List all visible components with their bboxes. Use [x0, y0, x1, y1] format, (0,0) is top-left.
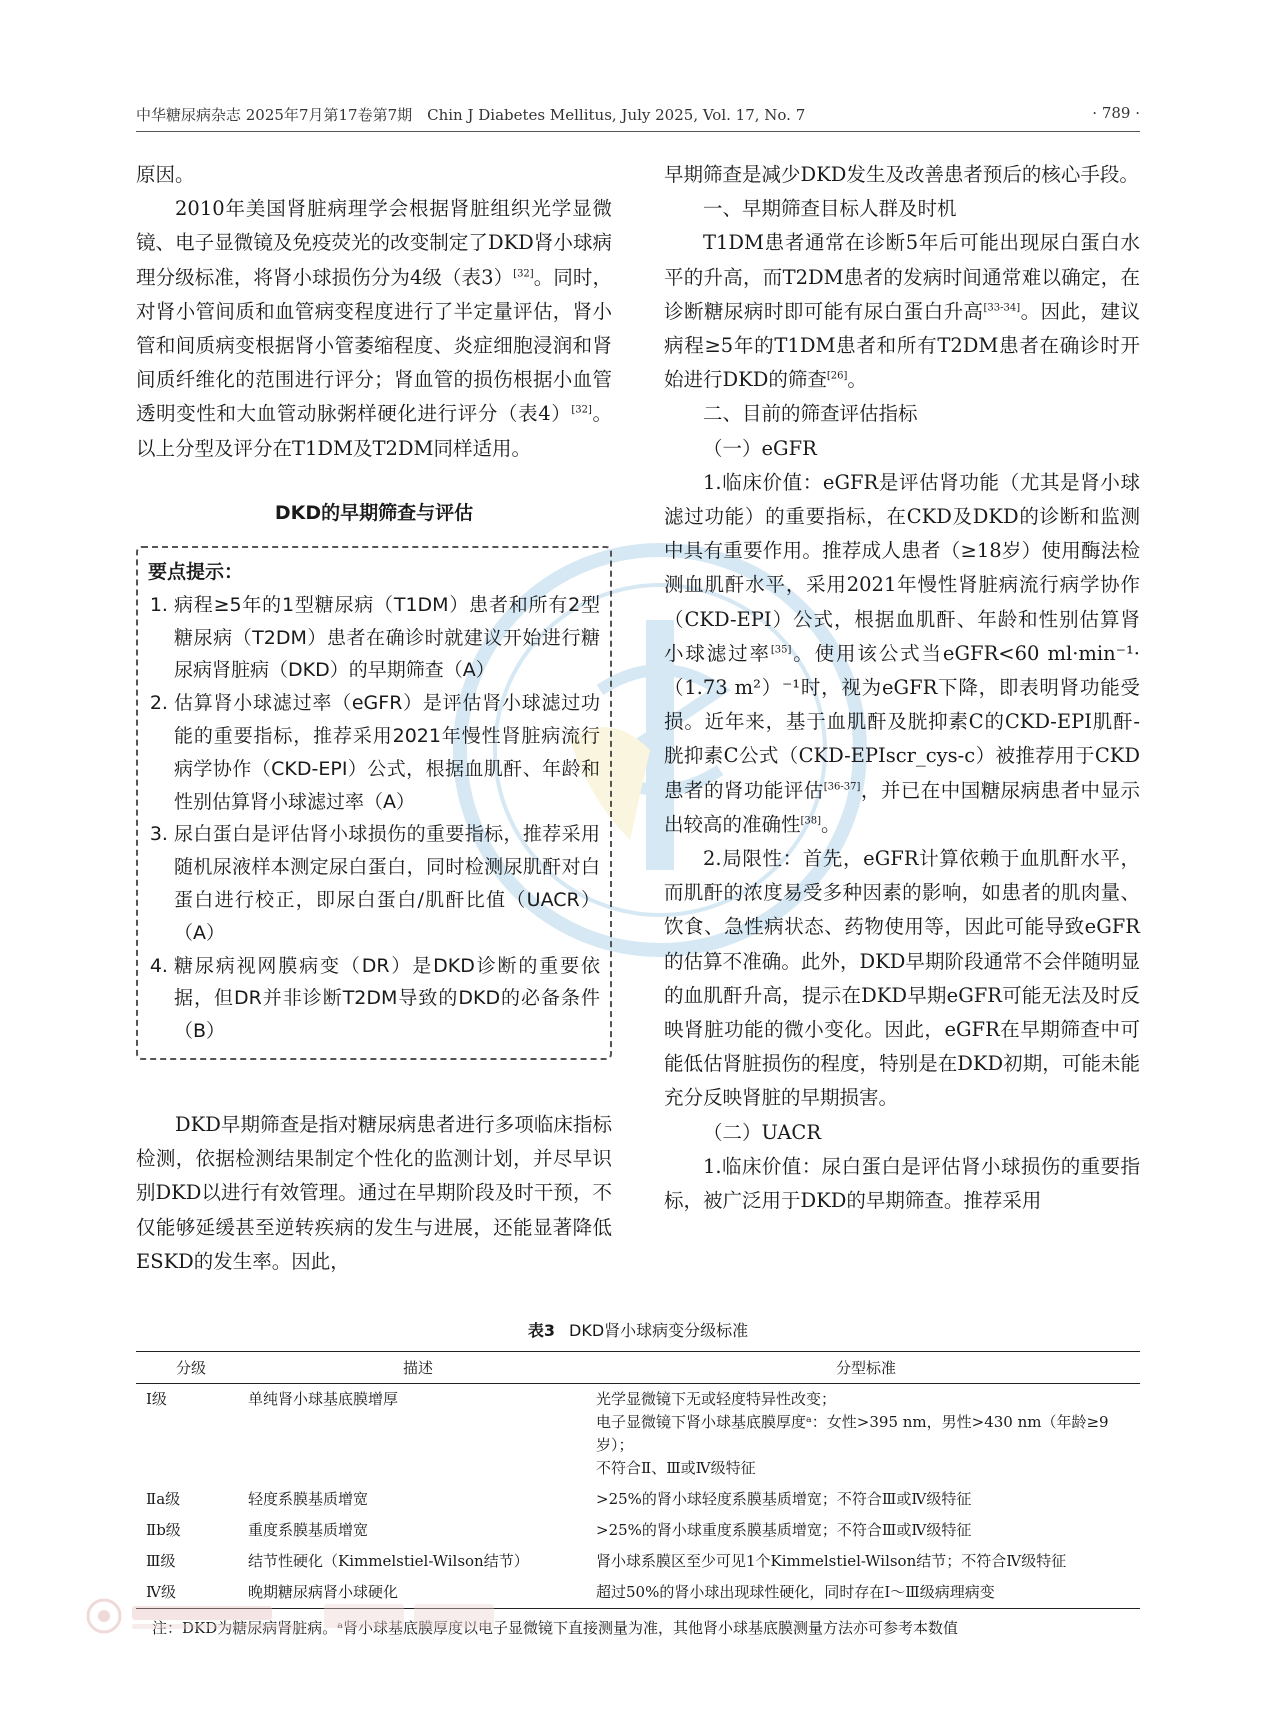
- column-header: 分型标准: [592, 1352, 1140, 1384]
- paragraph: 2.局限性：首先，eGFR计算依赖于血肌酐水平，而肌酐的浓度易受多种因素的影响，如患者的肌肉量、饮食、急性病状态、药物使用等，因此可能导致eGFR的估算不准确。此外，DKD早期阶段通常不会伴随明显的血肌酐升高，提示在DKD早期eGFR可能无法及时反映肾脏功能的微小变化。因此，eGFR在早期筛查中可能低估肾脏损伤的程度，特别是在DKD初期，可能未能充分反映肾脏的早期损害。: [664, 847, 1140, 1110]
- table-row: Ⅲ级 结节性硬化（Kimmelstiel-Wilson结节） 肾小球系膜区至少可见1个Kimmelstiel-Wilson结节；不符合Ⅳ级特征: [146, 1552, 1067, 1570]
- table-number: 表3: [527, 1321, 555, 1340]
- grading-table: [136, 1351, 1140, 1609]
- subsection-heading: 二、目前的筛查评估指标: [703, 402, 918, 426]
- paragraph: 1.临床价值：eGFR是评估肾功能（尤其是肾小球滤过功能）的重要指标，在CKD及DKD的诊断和监测中具有重要作用。推荐成人患者（≥18岁）使用酶法检测血肌酐水平，采用2021年慢性肾脏病流行病学协作（CKD-EPI）公式，根据血肌酐、年龄和性别估算肾小球滤过率[35]。使用该公式当eGFR<60 ml·min⁻¹·（1.73 m²）⁻¹时，视为eGFR下降，即表明肾功能受损。近年来，基于血肌酐及胱抑素C的CKD-EPI肌酐-胱抑素C公式（CKD-EPIscr_cys-c）被推荐用于CKD患者的肾功能评估[36-37]，并已在中国糖尿病患者中显示出较高的准确性[38]。: [664, 470, 1140, 836]
- key-point: 4. 糖尿病视网膜病变（DR）是DKD诊断的重要依据，但DR并非诊断T2DM导致的DKD的必备条件（B）: [174, 950, 600, 1048]
- key-point: 2. 估算肾小球滤过率（eGFR）是评估肾小球滤过功能的重要指标，推荐采用2021年慢性肾脏病流行病学协作（CKD-EPI）公式，根据血肌酐、年龄和性别估算肾小球滤过率（A）: [174, 687, 600, 818]
- citation: [33-34]: [983, 302, 1021, 314]
- paragraph: 原因。: [136, 163, 195, 186]
- left-column: [136, 158, 612, 1279]
- paragraph: T1DM患者通常在诊断5年后可能出现尿白蛋白水平的升高，而T2DM患者的发病时间通常难以确定，在诊断糖尿病时即可能有尿白蛋白升高[33-34]。因此，建议病程≥5年的T1DM患者和所有T2DM患者在确诊时开始进行DKD的筛查[26]。: [664, 231, 1140, 392]
- table-row: Ⅱb级 重度系膜基质增宽 >25%的肾小球重度系膜基质增宽；不符合Ⅲ或Ⅳ级特征: [146, 1521, 972, 1539]
- key-points-box: [136, 546, 612, 1060]
- key-point: 1. 病程≥5年的1型糖尿病（T1DM）患者和所有2型糖尿病（T2DM）患者在确诊时就建议开始进行糖尿病肾脏病（DKD）的早期筛查（A）: [174, 589, 600, 687]
- table-row: Ⅱa级 轻度系膜基质增宽 >25%的肾小球轻度系膜基质增宽；不符合Ⅲ或Ⅳ级特征: [146, 1490, 972, 1508]
- citation: [32]: [571, 404, 592, 416]
- page-number: · 789 ·: [1092, 104, 1140, 122]
- paragraph: 早期筛查是减少DKD发生及改善患者预后的核心手段。: [664, 163, 1139, 186]
- paragraph: DKD早期筛查是指对糖尿病患者进行多项临床指标检测，依据检测结果制定个性化的监测计划，并尽早识别DKD以进行有效管理。通过在早期阶段及时干预，不仅能够延缓甚至逆转疾病的发生与进展，还能显著降低ESKD的发生率。因此，: [136, 1112, 612, 1273]
- subsection-heading: 一、早期筛查目标人群及时机: [703, 197, 957, 221]
- table-footnote: 注：DKD为糖尿病肾脏病。ᵃ肾小球基底膜厚度以电子显微镜下直接测量为准，其他肾小球基底膜测量方法亦可参考本数值: [152, 1619, 959, 1637]
- right-column: [664, 158, 1140, 1218]
- paragraph: 2010年美国肾脏病理学会根据肾脏组织光学显微镜、电子显微镜及免疫荧光的改变制定了DKD肾小球病理分级标准，将肾小球损伤分为4级（表3）[32]。同时，对肾小管间质和血管病变程度进行了半定量评估，肾小管和间质病变根据肾小管萎缩程度、炎症细胞浸润和肾间质纤维化的范围进行评分；肾血管的损伤根据小血管透明变性和大血管动脉粥样硬化进行评分（表4）[32]。以上分型及评分在T1DM及T2DM同样适用。: [136, 197, 612, 460]
- table-3: [136, 1318, 1140, 1638]
- running-header: [136, 104, 1140, 125]
- citation: [26]: [826, 370, 848, 382]
- column-header: 分级: [136, 1352, 240, 1384]
- key-points-list: [148, 589, 600, 1048]
- citation: [36-37]: [823, 781, 861, 793]
- journal-info: 中华糖尿病杂志 2025年7月第17卷第7期 Chin J Diabetes Mellitus, July 2025, Vol. 17, No. 7: [136, 106, 806, 124]
- paragraph: 1.临床价值：尿白蛋白是评估肾小球损伤的重要指标，被广泛用于DKD的早期筛查。推荐采用: [664, 1154, 1140, 1213]
- key-point: 3. 尿白蛋白是评估肾小球损伤的重要指标，推荐采用随机尿液样本测定尿白蛋白，同时检测尿肌酐对白蛋白进行校正，即尿白蛋白/肌酐比值（UACR）（A）: [174, 818, 600, 949]
- column-header: 描述: [240, 1352, 592, 1384]
- header-rule: [136, 131, 1140, 132]
- citation: [32]: [513, 268, 534, 280]
- subsection-heading: （一）eGFR: [703, 436, 817, 460]
- table-row: Ⅳ级 晚期糖尿病肾小球硬化 超过50%的肾小球出现球性硬化，同时存在Ⅰ～Ⅲ级病理病变: [136, 1577, 1140, 1609]
- citation: [35]: [770, 644, 792, 656]
- key-points-title: 要点提示：: [148, 561, 244, 584]
- table-title: DKD肾小球病变分级标准: [569, 1321, 749, 1340]
- table-caption: [136, 1318, 1140, 1341]
- table-row: Ⅰ级 单纯肾小球基底膜增厚 光学显微镜下无或轻度特异性改变； 电子显微镜下肾小球基底膜厚度ᵃ：女性>395 nm，男性>430 nm（年龄≥9岁）； 不符合Ⅱ、Ⅲ或Ⅳ级特征: [146, 1390, 1109, 1477]
- citation: [38]: [800, 815, 822, 827]
- publisher-logo: [84, 1596, 524, 1636]
- subsection-heading: （二）UACR: [703, 1120, 822, 1144]
- section-title: DKD的早期筛查与评估: [274, 501, 474, 524]
